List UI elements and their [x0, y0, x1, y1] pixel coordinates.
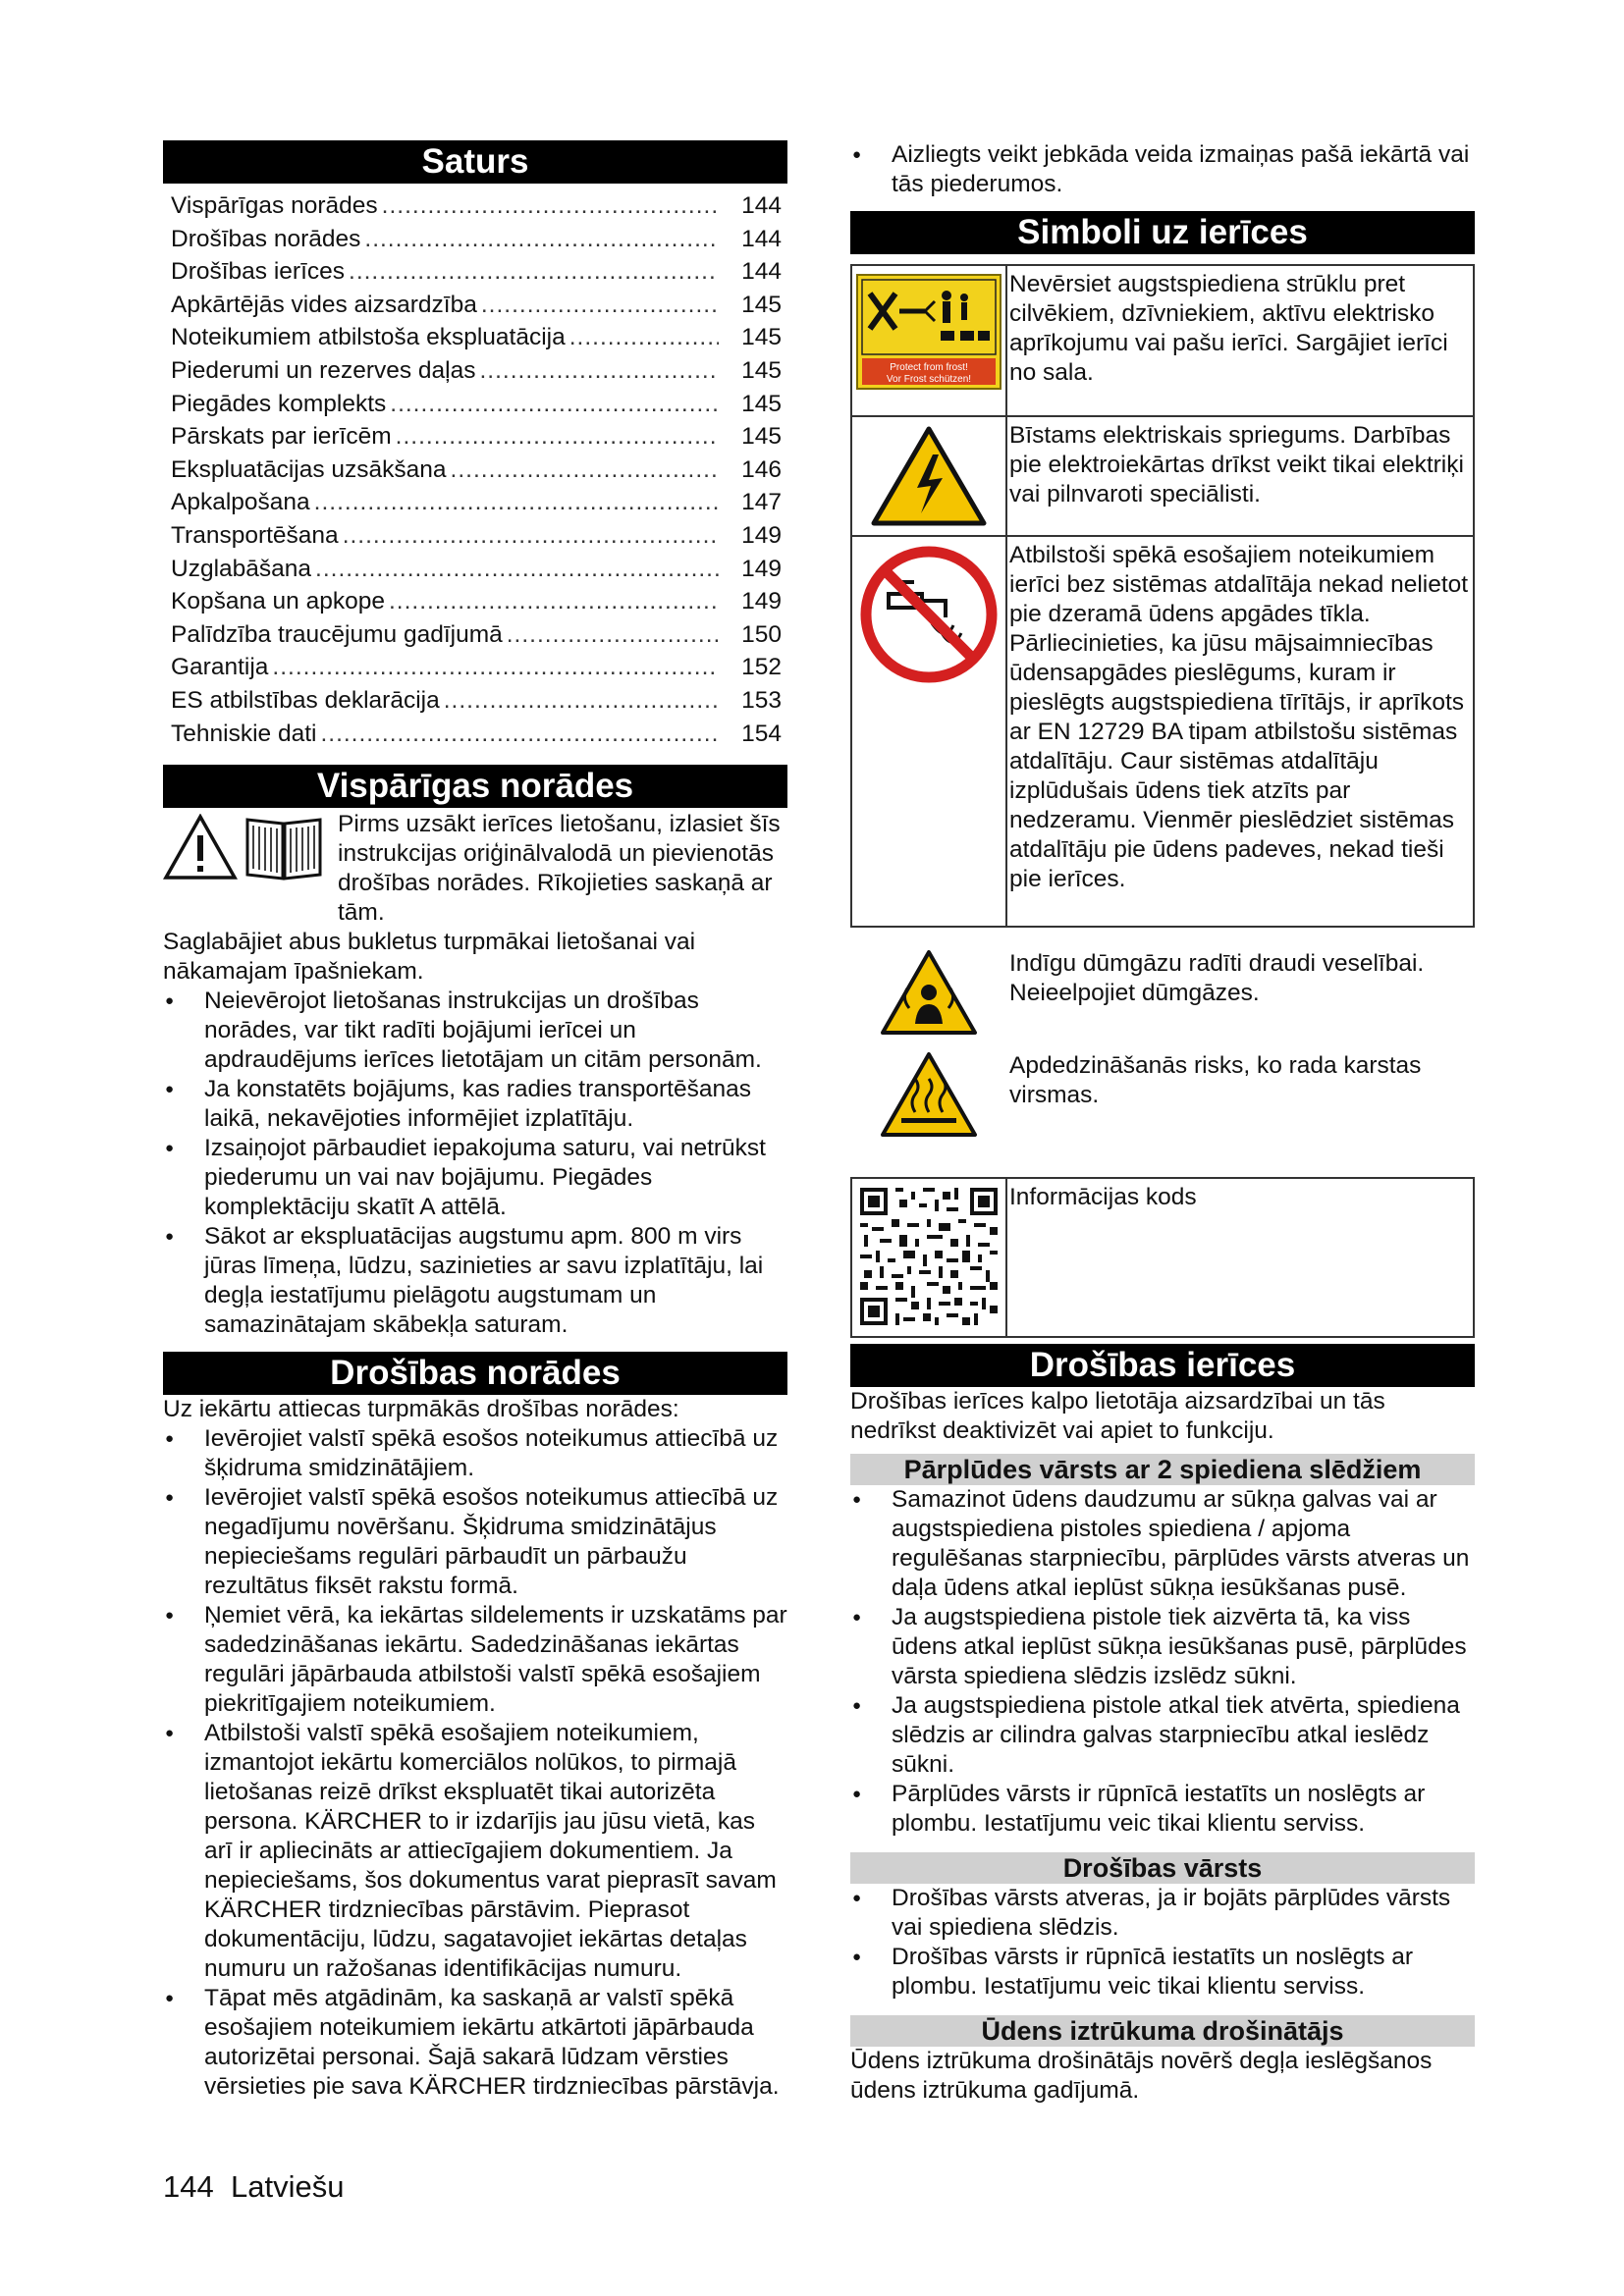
toc-leader — [349, 255, 719, 289]
toc-leader — [272, 651, 719, 684]
page-footer — [163, 2167, 344, 2207]
safety-intro-text: Uz iekārtu attiecas turpmākās drošības norādes: — [163, 1396, 679, 1423]
toc-leader — [569, 321, 719, 354]
toc-entry-label: Vispārīgas norādes — [171, 192, 378, 219]
toc-entry-label: Drošības ierīces — [171, 258, 346, 286]
hot-surface-icon — [880, 1051, 978, 1138]
overflow-valve-list — [850, 1485, 1475, 1839]
list-item: ● Tāpat mēs atgādinām, ka saskaņā ar valstī spēkā esošajiem noteikumiem iekārtu atkārtoti jāpārbauda autorizētai personai. Šajā sakarā lūdzam vērsties vērsieties pie sava KÄRCHER tirdzniecības pārstāvja. — [163, 1984, 787, 2102]
devices-heading: Drošības ierīces — [850, 1344, 1475, 1387]
toc-leader — [444, 684, 719, 718]
right-column — [850, 140, 1475, 2106]
toc-entry-label: Palīdzība traucējumu gadījumā — [171, 620, 503, 648]
toc-entry[interactable] — [171, 255, 782, 289]
toc-entry[interactable] — [171, 420, 782, 454]
list-item: ● Drošības vārsts atveras, ja ir bojāts pārplūdes vārsts vai spiediena slēdzis. — [850, 1884, 1475, 1943]
toc-entry-label: Tehniskie dati — [171, 720, 317, 747]
list-item: ● Sākot ar ekspluatācijas augstumu apm. 800 m virs jūras līmeņa, lūdzu, sazinieties ar savu izplatītāju, lai degļa iestatījumu pielāgotu augstumam un samazinātajam skābekļa saturam. — [163, 1222, 787, 1340]
toc-entry[interactable] — [171, 486, 782, 519]
symbol-icon-cell — [852, 417, 1007, 535]
list-item: ● Ja augstspiediena pistole atkal tiek atvērta, spiediena slēdzis ar cilindra galvas starpniecību atkal ieslēdz sūkni. — [850, 1691, 1475, 1780]
toc-entry-page: 153 — [741, 686, 782, 714]
toc-entry-page: 144 — [741, 225, 782, 252]
toc-entry-page: 145 — [741, 291, 782, 318]
toc-leader — [382, 189, 719, 223]
read-manual-notice — [163, 810, 787, 928]
toc-entry-page: 154 — [741, 720, 782, 747]
list-item: ● Ievērojiet valstī spēkā esošos noteikumus attiecībā uz šķidruma smidzinātājiem. — [163, 1424, 787, 1483]
toc-entry[interactable] — [171, 684, 782, 718]
open-manual-book-icon — [244, 814, 324, 881]
list-item: ● Ja augstspiediena pistole tiek aizvērta tā, ka viss ūdens atkal ieplūst sūkņa iesūkšanas pusē, pārplūdes vārsta spiediena slēdzis izslēdz sūkni. — [850, 1603, 1475, 1691]
toc-leader — [507, 618, 719, 652]
toc-entry-page: 145 — [741, 324, 782, 351]
general-list — [163, 987, 787, 1340]
toc-entry-page: 144 — [741, 258, 782, 286]
symbol-icon-cell — [852, 266, 1007, 415]
safety-notes-heading: Drošības norādes — [163, 1352, 787, 1395]
toc-entry-page: 152 — [741, 654, 782, 681]
no-drinking-water-connection-icon — [859, 545, 999, 684]
toc-entry[interactable] — [171, 553, 782, 586]
water-shortage-heading: Ūdens iztrūkuma drošinātājs — [850, 2015, 1475, 2047]
toc-entry[interactable] — [171, 354, 782, 388]
toc-leader — [396, 420, 719, 454]
toc-entry-page: 145 — [741, 390, 782, 417]
toc-entry-page: 149 — [741, 588, 782, 615]
toxic-fumes-icon — [880, 949, 978, 1036]
footer-language: Latviešu — [230, 2169, 345, 2204]
toc-entry[interactable] — [171, 585, 782, 618]
symbols-table — [850, 264, 1475, 928]
list-item: ● Ja konstatēts bojājums, kas radies transportēšanas laikā, nekavējoties informējiet izplatītāju. — [163, 1075, 787, 1134]
symbol-icon-cell — [852, 1179, 1007, 1336]
toc-leader — [451, 454, 719, 487]
list-item: ● Pārplūdes vārsts ir rūpnīcā iestatīts un noslēgts ar plombu. Iestatījumu veic tikai klientu serviss. — [850, 1780, 1475, 1839]
spray-danger-frost-icon — [856, 274, 1001, 390]
toc-entry-label: Piederumi un rezerves daļas — [171, 356, 476, 384]
symbol-text: Atbilstoši spēkā esošajiem noteikumiem ierīci bez sistēmas atdalītāja nekad nelietot pie dzeramā ūdens apgādes tīkla. Pārliecinieties, ka jūsu mājsaimniecības ūdensapgādes pieslēgums, kuram ir pieslēgts augstspiediena tīrītājs, ir aprīkots ar EN 12729 BA tipam atbilstošu sistēmas atdalītāju. Caur sistēmas atdalītāju izplūdušais ūdens tiek atzīts par nedzeramu. Vienmēr pieslēdziet sistēmas atdalītāju pie ūdens padeves, nekad tieši pie ierīces. — [1009, 542, 1469, 892]
toc-leader — [314, 486, 719, 519]
qr-code-icon[interactable] — [856, 1183, 1001, 1330]
toc-entry[interactable] — [171, 189, 782, 223]
toc-entry-label: Kopšana un apkope — [171, 588, 385, 615]
toc-entry-label: Garantija — [171, 654, 269, 681]
toc-entry-page: 149 — [741, 521, 782, 549]
toc-entry-label: Transportēšana — [171, 521, 339, 549]
toc-entry-label: Uzglabāšana — [171, 555, 312, 582]
toc-entry[interactable] — [171, 289, 782, 322]
list-item: ● Atbilstoši valstī spēkā esošajiem noteikumiem, izmantojot iekārtu komerciālos nolūkos, to pirmajā lietošanas reizē drīkst ekspluatēt tikai autorizēta persona. KÄRCHER to ir izdarījis jau jūsu vietā, kas arī ir apliecināts ar attiecīgajiem dokumentiem. Ja nepieciešams, šos dokumentus varat pieprasīt savam KÄRCHER tirdzniecības pārstāvim. Pieprasot dokumentāciju, lūdzu, sagatavojiet iekārtas detaļas numuru un ražošanas identifikācijas numuru. — [163, 1719, 787, 1984]
toc-leader — [389, 585, 719, 618]
list-item: ● Ņemiet vērā, ka iekārtas sildelements ir uzskatāms par sadedzināšanas iekārtu. Sadedzināšanas iekārtas regulāri jāpārbauda atbilstoši valstī spēkā esošajiem piekritīgajiem noteikumiem. — [163, 1601, 787, 1719]
toc-leader — [364, 223, 719, 256]
symbol-text: Indīgu dūmgāzu radīti draudi veselībai. Neieelpojiet dūmgāzes. — [1009, 950, 1425, 1006]
list-item: ● Neievērojot lietošanas instrukcijas un drošības norādes, var tikt radīti bojājumi ierīcei un apdraudējums ierīces lietotājam un citām personām. — [163, 987, 787, 1075]
symbol-text: Informācijas kods — [1009, 1184, 1197, 1210]
toc-entry[interactable] — [171, 618, 782, 652]
symbol-row — [850, 1051, 1475, 1157]
symbol-row — [850, 949, 1475, 1051]
frost-label-de: Vor Frost schützen! — [886, 374, 972, 385]
intro-side-text: Pirms uzsākt ierīces lietošanu, izlasiet šīs instrukcijas oriģinālvalodā un pievienotās drošības norādes. Rīkojieties saskaņā ar tām. — [338, 811, 781, 927]
toc-entry[interactable] — [171, 223, 782, 256]
toc-entry-page: 150 — [741, 620, 782, 648]
left-column — [163, 140, 787, 2102]
toc-entry-label: Apkārtējās vides aizsardzība — [171, 291, 477, 318]
symbol-text: Apdedzināšanās risks, ko rada karstas virsmas. — [1009, 1052, 1422, 1108]
warning-triangle-icon — [163, 814, 238, 881]
toc-entry[interactable] — [171, 651, 782, 684]
toc-heading: Saturs — [163, 140, 787, 184]
toc-leader — [480, 354, 720, 388]
safety-valve-heading: Drošības vārsts — [850, 1852, 1475, 1884]
toc-entry-page: 144 — [741, 192, 782, 219]
notice-icons — [163, 810, 338, 928]
toc-entry-label: Drošības norādes — [171, 225, 361, 252]
toc-entry-label: Pārskats par ierīcēm — [171, 423, 392, 451]
symbol-text: Nevērsiet augstspiediena strūklu pret cilvēkiem, dzīvniekiem, aktīvu elektrisko aprīkojumu vai pašu ierīci. Sargājiet ierīci no sala. — [1009, 271, 1448, 386]
info-code-table — [850, 1177, 1475, 1338]
symbol-row[interactable] — [852, 1179, 1473, 1336]
list-item: ● Izsaiņojot pārbaudiet iepakojuma saturu, vai netrūkst piederumu un vai nav bojājumu. Piegādes komplektāciju skatīt A attēlā. — [163, 1134, 787, 1222]
toc-entry-page: 146 — [741, 455, 782, 483]
toc-entry-page: 145 — [741, 423, 782, 451]
list-item: ● Samazinot ūdens daudzumu ar sūkņa galvas vai ar augstspiediena pistoles spiediena / apjoma regulēšanas starpniecību, pārplūdes vārsts atveras un daļa ūdens atkal ieplūst sūkņa iesūkšanas pusē. — [850, 1485, 1475, 1603]
toc-entry-label: Ekspluatācijas uzsākšana — [171, 455, 447, 483]
symbol-text: Bīstams elektriskais spriegums. Darbības pie elektroiekārtas drīkst veikt tikai elektriķi vai pilnvaroti speciālisti. — [1009, 422, 1464, 507]
list-item: ● Drošības vārsts ir rūpnīcā iestatīts un noslēgts ar plombu. Iestatījumu veic tikai klientu serviss. — [850, 1943, 1475, 2002]
toc-leader — [390, 388, 719, 421]
toc-entry-page: 149 — [741, 555, 782, 582]
modification-warning-list — [850, 140, 1475, 199]
table-of-contents — [163, 184, 787, 750]
toc-entry-label: ES atbilstības deklarācija — [171, 686, 440, 714]
toc-entry[interactable] — [171, 718, 782, 751]
frost-label-en: Protect from frost! — [890, 362, 968, 373]
symbol-row — [852, 537, 1473, 926]
toc-entry[interactable] — [171, 321, 782, 354]
toc-leader — [320, 718, 719, 751]
list-item: ● Ievērojiet valstī spēkā esošos noteikumus attiecībā uz negadījumu novēršanu. Šķidruma smidzinātājus nepieciešams regulāri pārbaudīt un pārbaužu rezultātus fiksēt rakstu formā. — [163, 1483, 787, 1601]
toc-entry[interactable] — [171, 388, 782, 421]
toc-entry-page: 147 — [741, 489, 782, 516]
keep-instructions-text: Saglabājiet abus bukletus turpmākai lietošanai vai nākamajam īpašniekam. — [163, 929, 696, 986]
toc-entry[interactable] — [171, 454, 782, 487]
symbol-row — [852, 266, 1473, 417]
toc-leader — [481, 289, 719, 322]
symbol-row — [852, 417, 1473, 537]
symbol-icon-cell — [852, 537, 1007, 926]
water-shortage-text: Ūdens iztrūkuma drošinātājs novērš degļa ieslēgšanos ūdens iztrūkuma gadījumā. — [850, 2048, 1433, 2104]
electric-hazard-icon — [870, 425, 988, 527]
toc-entry-page: 145 — [741, 356, 782, 384]
safety-valve-list — [850, 1884, 1475, 2002]
symbols-heading: Simboli uz ierīces — [850, 211, 1475, 254]
toc-leader — [315, 553, 719, 586]
list-item: ● Aizliegts veikt jebkāda veida izmaiņas pašā iekārtā vai tās piederumos. — [850, 140, 1475, 199]
toc-entry[interactable] — [171, 519, 782, 553]
toc-entry-label: Apkalpošana — [171, 489, 310, 516]
general-heading: Vispārīgas norādes — [163, 765, 787, 808]
symbol-icon-cell — [850, 1051, 1007, 1157]
page-number: 144 — [163, 2169, 214, 2204]
symbol-icon-cell — [850, 949, 1007, 1051]
devices-intro-text: Drošības ierīces kalpo lietotāja aizsardzībai un tās nedrīkst deaktivizēt vai apiet to funkciju. — [850, 1388, 1385, 1444]
toc-leader — [343, 519, 719, 553]
overflow-valve-heading: Pārplūdes vārsts ar 2 spiediena slēdžiem — [850, 1454, 1475, 1485]
toc-entry-label: Piegādes komplekts — [171, 390, 387, 417]
safety-notes-list — [163, 1424, 787, 2102]
toc-entry-label: Noteikumiem atbilstoša ekspluatācija — [171, 324, 566, 351]
